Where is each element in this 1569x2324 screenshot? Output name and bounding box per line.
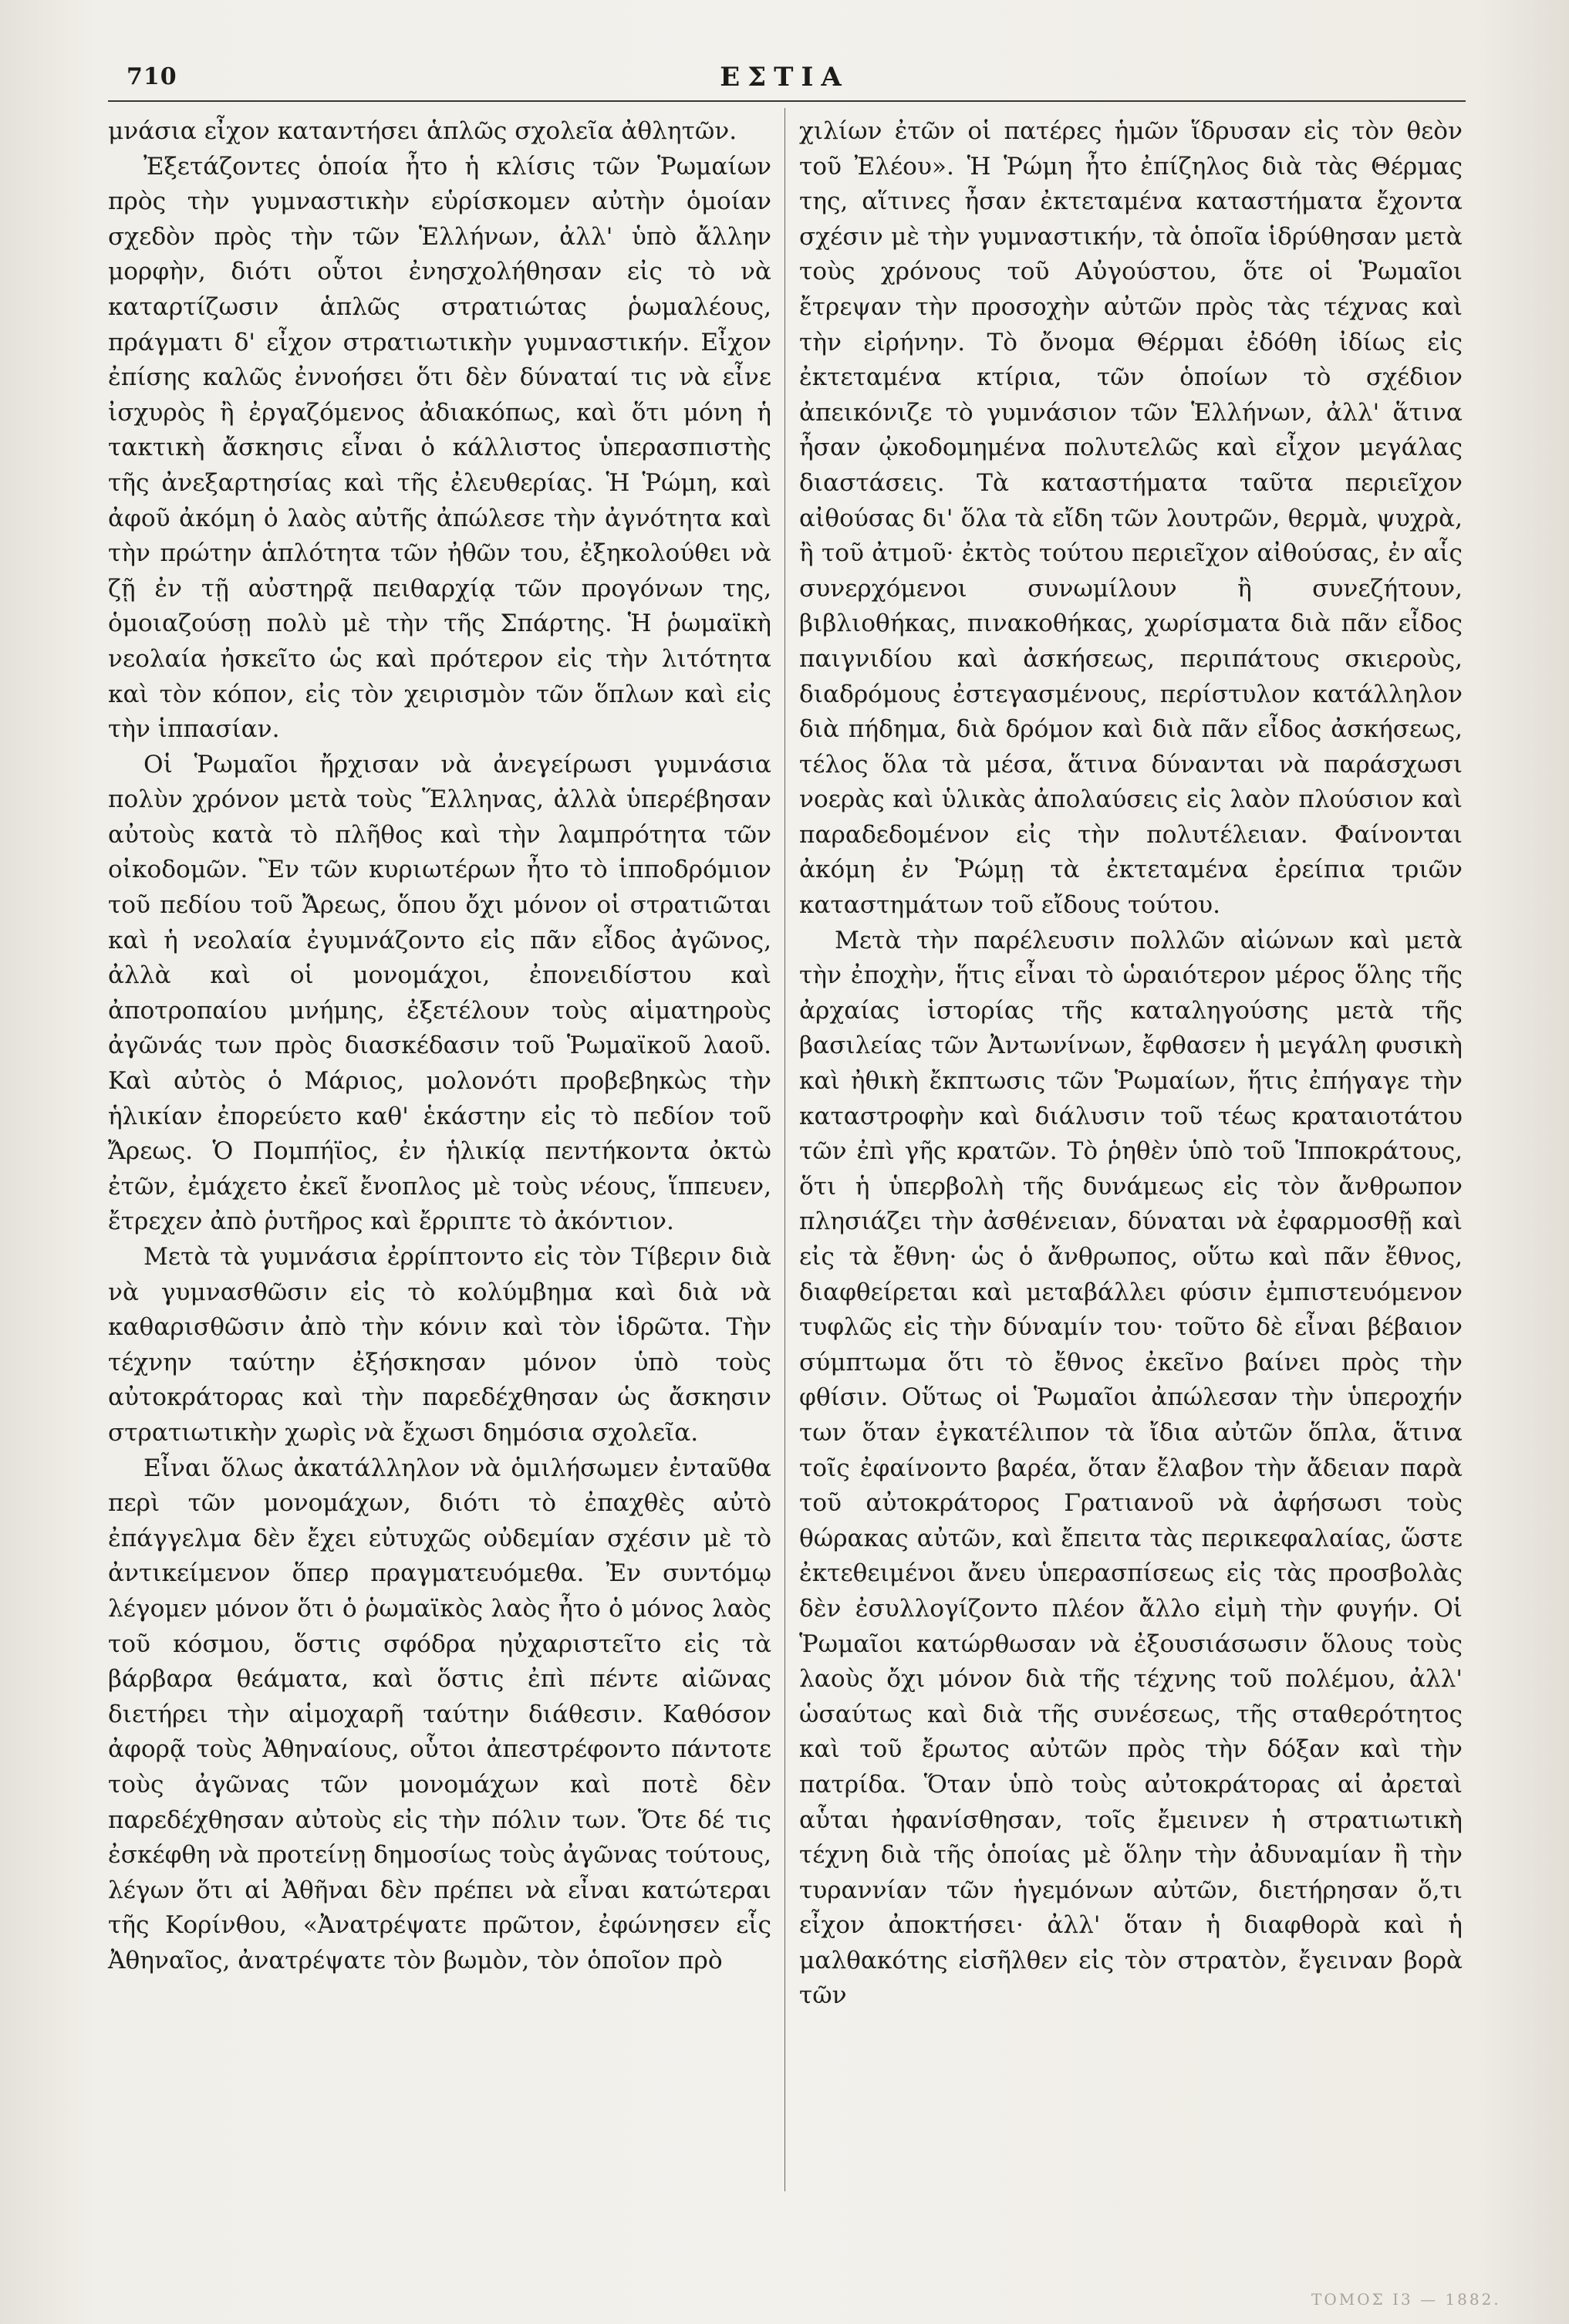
column-divider [784, 108, 785, 2191]
paragraph: Μετὰ τὰ γυμνάσια ἐρρίπτοντο εἰς τὸν Τίβεριν διὰ νὰ γυμνασθῶσιν εἰς τὸ κολύμβημα καὶ διὰ νὰ καθαρισθῶσιν ἀπὸ τὴν κόνιν καὶ τὸν ἱδρῶτα. Τὴν τέχνην ταύτην ἐξήσκησαν μόνον ὑπὸ τοὺς αὐτοκράτορας καὶ τὴν παρεδέχθησαν ὡς ἄσκησιν στρατιωτικὴν χωρὶς νὰ ἔχωσι δημόσια σχολεῖα. [108, 1243, 771, 1447]
paragraph: Μετὰ τὴν παρέλευσιν πολλῶν αἰώνων καὶ μετὰ τὴν ἐποχὴν, ἥτις εἶναι τὸ ὡραιότερον μέρος ὅλης τῆς ἀρχαίας ἱστορίας τῆς καταληγούσης μετὰ τῆς βασιλείας τῶν Ἀντωνίνων, ἔφθασεν ἡ μεγάλη φυσικὴ καὶ ἠθικὴ ἔκπτωσις τῶν Ῥωμαίων, ἥτις ἐπήγαγε τὴν καταστροφὴν καὶ διάλυσιν τοῦ τέως κραταιοτάτου τῶν ἐπὶ γῆς κρατῶν. Τὸ ῥηθὲν ὑπὸ τοῦ Ἱπποκράτους, ὅτι ἡ ὑπερβολὴ τῆς δυνάμεως εἰς τὸν ἄνθρωπον πλησιάζει τὴν ἀσθένειαν, δύναται νὰ ἐφαρμοσθῇ καὶ εἰς τὰ ἔθνη· ὡς ὁ ἄνθρωπος, οὕτω καὶ πᾶν ἔθνος, διαφθείρεται καὶ μεταβάλλει φύσιν ἐμπιστευόμενον τυφλῶς εἰς τὴν δύναμίν του· τοῦτο δὲ εἶναι βέβαιον σύμπτωμα ὅτι τὸ ἔθνος ἐκεῖνο βαίνει πρὸς τὴν φθίσιν. Οὕτως οἱ Ῥωμαῖοι ἀπώλεσαν τὴν ὑπεροχήν των ὅταν ἐγκατέλιπον τὰ ἴδια αὐτῶν ὅπλα, ἅτινα τοῖς ἐφαίνοντο βαρέα, ὅταν ἔλαβον τὴν ἄδειαν παρὰ τοῦ αὐτοκράτορος Γρατιανοῦ νὰ ἀφήσωσι τοὺς θώρακας αὐτῶν, καὶ ἔπειτα τὰς περικεφαλαίας, ὥστε ἐκτεθειμένοι ἄνευ ὑπερασπίσεως εἰς τὰς προσβολὰς δὲν ἐσυλλογίζοντο πλέον ἄλλο εἰμὴ τὴν φυγήν. Οἱ Ῥωμαῖοι κατώρθωσαν νὰ ἐξουσιάσωσιν ὅλους τοὺς λαοὺς ὄχι μόνον διὰ τῆς τέχνης τοῦ πολέμου, ἀλλ' ὡσαύτως καὶ διὰ τῆς συνέσεως, τῆς σταθερότητος καὶ τοῦ ἔρωτος αὐτῶν πρὸς τὴν δόξαν καὶ τὴν πατρίδα. Ὅταν ὑπὸ τοὺς αὐτοκράτορας αἱ ἀρεταὶ αὗται ἠφανίσθησαν, τοῖς ἔμεινεν ἡ στρατιωτικὴ τέχνη διὰ τῆς ὁποίας μὲ ὅλην τὴν ἀδυναμίαν ἢ τὴν τυραννίαν τῶν ἡγεμόνων αὐτῶν, διετήρησαν ὅ,τι εἶχον ἀποκτήσει· ἀλλ' ὅταν ἡ διαφθορὰ καὶ ἡ μαλθακότης εἰσῆλθεν εἰς τὸν στρατὸν, ἔγειναν βορὰ τῶν [799, 926, 1463, 2010]
footer-stamp: ΤΟΜΟΣ Ι3 — 1882. [1311, 2290, 1501, 2309]
right-column [799, 114, 1463, 2014]
paragraph: Εἶναι ὅλως ἀκατάλληλον νὰ ὁμιλήσωμεν ἐνταῦθα περὶ τῶν μονομάχων, διότι τὸ ἐπαχθὲς αὐτὸ ἐπάγγελμα δὲν ἔχει εὐτυχῶς οὐδεμίαν σχέσιν μὲ τὸ ἀντικείμενον ὅπερ πραγματευόμεθα. Ἐν συντόμῳ λέγομεν μόνον ὅτι ὁ ῥωμαϊκὸς λαὸς ἦτο ὁ μόνος λαὸς τοῦ κόσμου, ὅστις σφόδρα ηὐχαριστεῖτο εἰς τὰ βάρβαρα θεάματα, καὶ ὅστις ἐπὶ πέντε αἰῶνας διετήρει τὴν αἱμοχαρῆ ταύτην διάθεσιν. Καθόσον ἀφορᾷ τοὺς Ἀθηναίους, οὗτοι ἀπεστρέφοντο πάντοτε τοὺς ἀγῶνας τῶν μονομάχων καὶ ποτὲ δὲν παρεδέχθησαν αὐτοὺς εἰς τὴν πόλιν των. Ὅτε δέ τις ἐσκέφθη νὰ προτείνῃ δημοσίως τοὺς ἀγῶνας τούτους, λέγων ὅτι αἱ Ἀθῆναι δὲν πρέπει νὰ εἶναι κατώτεραι τῆς Κορίνθου, «Ἀνατρέψατε πρῶτον, ἐφώνησεν εἷς Ἀθηναῖος, ἀνατρέψατε τὸν βωμὸν, τὸν ὁποῖον πρὸ [108, 1454, 771, 1974]
paragraph: Οἱ Ῥωμαῖοι ἤρχισαν νὰ ἀνεγείρωσι γυμνάσια πολὺν χρόνον μετὰ τοὺς Ἕλληνας, ἀλλὰ ὑπερέβησαν αὐτοὺς κατὰ τὸ πλῆθος καὶ τὴν λαμπρότητα τῶν οἰκοδομῶν. Ἓν τῶν κυριωτέρων ἦτο τὸ ἱπποδρόμιον τοῦ πεδίου τοῦ Ἄρεως, ὅπου ὄχι μόνον οἱ στρατιῶται καὶ ἡ νεολαία ἐγυμνάζοντο εἰς πᾶν εἶδος ἀγῶνος, ἀλλὰ καὶ οἱ μονομάχοι, ἐπονειδίστου καὶ ἀποτροπαίου μνήμης, ἐξετέλουν τοὺς αἱματηροὺς ἀγῶνάς των πρὸς διασκέδασιν τοῦ Ῥωμαϊκοῦ λαοῦ. Καὶ αὐτὸς ὁ Μάριος, μολονότι προβεβηκὼς τὴν ἡλικίαν ἐπορεύετο καθ' ἑκάστην εἰς τὸ πεδίον τοῦ Ἄρεως. Ὁ Πομπήϊος, ἐν ἡλικίᾳ πεντήκοντα ὀκτὼ ἐτῶν, ἐμάχετο ἐκεῖ ἔνοπλος μὲ τοὺς νέους, ἵππευεν, ἔτρεχεν ἀπὸ ῥυτῆρος καὶ ἔρριπτε τὸ ἀκόντιον. [108, 750, 771, 1236]
journal-title: ΕΣΤΙΑ [720, 62, 849, 93]
paragraph: μνάσια εἶχον καταντήσει ἁπλῶς σχολεῖα ἀθλητῶν. [108, 117, 737, 145]
page-header [86, 54, 1483, 100]
left-column [108, 114, 771, 1978]
header-rule [108, 100, 1466, 102]
page-number: 710 [127, 63, 177, 90]
paragraph: Ἐξετάζοντες ὁποία ἦτο ἡ κλίσις τῶν Ῥωμαίων πρὸς τὴν γυμναστικὴν εὑρίσκομεν αὐτὴν ὁμοίαν σχεδὸν πρὸς τὴν τῶν Ἑλλήνων, ἀλλ' ὑπὸ ἄλλην μορφὴν, διότι οὗτοι ἐνησχολήθησαν εἰς τὸ νὰ καταρτίζωσιν ἁπλῶς στρατιώτας ῥωμαλέους, πράγματι δ' εἶχον στρατιωτικὴν γυμναστικήν. Εἶχον ἐπίσης καλῶς ἐννοήσει ὅτι δὲν δύναταί τις νὰ εἶνε ἰσχυρὸς ἢ ἐργαζόμενος ἀδιακόπως, καὶ ὅτι μόνη ἡ τακτικὴ ἄσκησις εἶναι ὁ κάλλιστος ὑπερασπιστὴς τῆς ἀνεξαρτησίας καὶ τῆς ἐλευθερίας. Ἡ Ῥώμη, καὶ ἀφοῦ ἀκόμη ὁ λαὸς αὐτῆς ἀπώλεσε τὴν ἀγνότητα καὶ τὴν πρώτην ἁπλότητα τῶν ἠθῶν του, ἐξηκολούθει νὰ ζῇ ἐν τῇ αὐστηρᾷ πειθαρχίᾳ τῶν προγόνων της, ὁμοιαζούσῃ πολὺ μὲ τὴν τῆς Σπάρτης. Ἡ ῥωμαϊκὴ νεολαία ἠσκεῖτο ὡς καὶ πρότερον εἰς τὴν λιτότητα καὶ τὸν κόπον, εἰς τὸν χειρισμὸν τῶν ὅπλων καὶ εἰς τὴν ἱππασίαν. [108, 152, 771, 744]
paragraph: χιλίων ἐτῶν οἱ πατέρες ἡμῶν ἵδρυσαν εἰς τὸν θεὸν τοῦ Ἐλέου». Ἡ Ῥώμη ἦτο ἐπίζηλος διὰ τὰς Θέρμας της, αἵτινες ἦσαν ἐκτεταμένα καταστήματα ἔχοντα σχέσιν μὲ τὴν γυμναστικήν, τὰ ὁποῖα ἱδρύθησαν μετὰ τοὺς χρόνους τοῦ Αὐγούστου, ὅτε οἱ Ῥωμαῖοι ἔτρεψαν τὴν προσοχὴν αὐτῶν πρὸς τὰς τέχνας καὶ τὴν εἰρήνην. Τὸ ὄνομα Θέρμαι ἐδόθη ἰδίως εἰς ἐκτεταμένα κτίρια, τῶν ὁποίων τὸ σχέδιον ἀπεικόνιζε τὸ γυμνάσιον τῶν Ἑλλήνων, ἀλλ' ἅτινα ἦσαν ᾠκοδομημένα πολυτελῶς καὶ εἶχον μεγάλας διαστάσεις. Τὰ καταστήματα ταῦτα περιεῖχον αἰθούσας δι' ὅλα τὰ εἴδη τῶν λουτρῶν, θερμὰ, ψυχρὰ, ἢ τοῦ ἀτμοῦ· ἐκτὸς τούτου περιεῖχον αἰθούσας, ἐν αἷς συνερχόμενοι συνωμίλουν ἢ συνεζήτουν, βιβλιοθήκας, πινακοθήκας, χωρίσματα διὰ πᾶν εἶδος παιγνιδίου καὶ ἀσκήσεως, περιπάτους σκιεροὺς, διαδρόμους ἐστεγασμένους, περίστυλον κατάλληλον διὰ πήδημα, διὰ δρόμον καὶ διὰ πᾶν εἶδος ἀσκήσεως, τέλος ὅλα τὰ μέσα, ἅτινα δύνανται νὰ παράσχωσι νοερὰς καὶ ὑλικὰς ἀπολαύσεις εἰς λαὸν πλούσιον καὶ παραδεδομένον εἰς τὴν πολυτέλειαν. Φαίνονται ἀκόμη ἐν Ῥώμῃ τὰ ἐκτεταμένα ἐρείπια τριῶν καταστημάτων τοῦ εἴδους τούτου. [799, 117, 1463, 920]
